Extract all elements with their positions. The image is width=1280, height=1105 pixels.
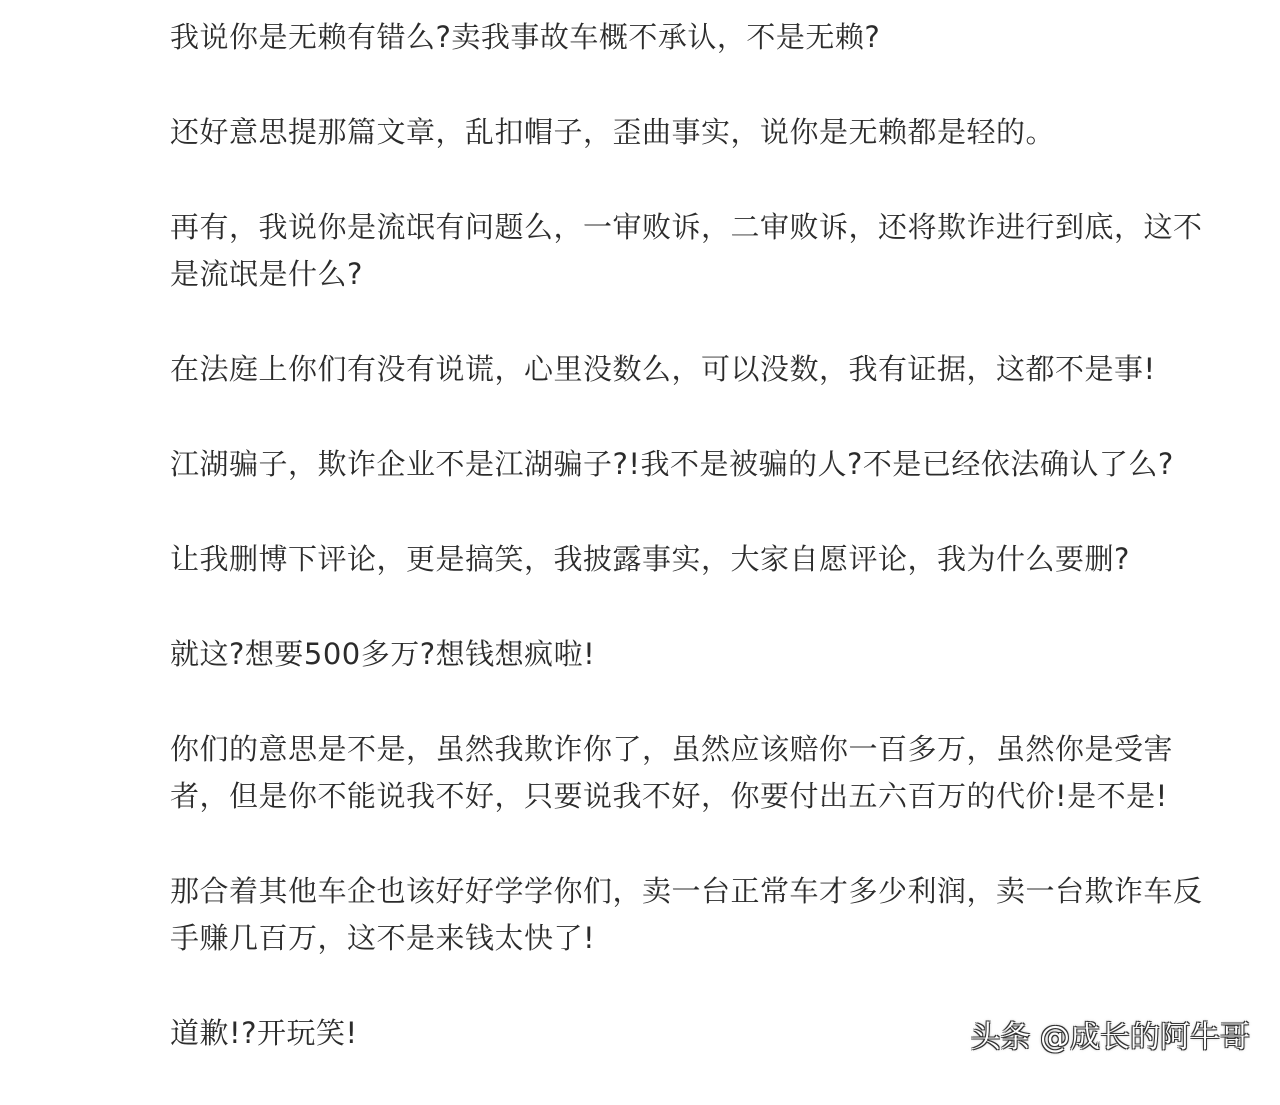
paragraph-line: 就这?想要500多万?想钱想疯啦! [170, 637, 596, 671]
paragraph-3 [170, 204, 1230, 298]
paragraph-line: 让我删博下评论，更是搞笑，我披露事实，大家自愿评论，我为什么要删? [170, 542, 1130, 576]
paragraph-7 [170, 631, 1230, 678]
paragraph-line: 再有，我说你是流氓有问题么，一审败诉，二审败诉，还将欺诈进行到底，这不 [170, 210, 1203, 244]
watermark: 头条 @成长的阿牛哥 [970, 1020, 1250, 1055]
paragraph-line: 我说你是无赖有错么?卖我事故车概不承认，不是无赖? [170, 20, 881, 54]
statement-text [170, 14, 1230, 1105]
paragraph-2 [170, 109, 1230, 156]
paragraph-line: 者，但是你不能说我不好，只要说我不好，你要付出五六百万的代价!是不是! [170, 779, 1168, 813]
paragraph-line: 道歉!?开玩笑! [170, 1016, 358, 1050]
paragraph-line: 在法庭上你们有没有说谎，心里没数么，可以没数，我有证据，这都不是事! [170, 352, 1156, 386]
paragraph-9 [170, 868, 1230, 962]
paragraph-4 [170, 346, 1230, 393]
paragraph-line: 手赚几百万，这不是来钱太快了! [170, 921, 596, 955]
paragraph-1 [170, 14, 1230, 61]
paragraph-8 [170, 726, 1230, 820]
paragraph-line: 是流氓是什么? [170, 257, 363, 291]
paragraph-6 [170, 536, 1230, 583]
paragraph-line: 还好意思提那篇文章，乱扣帽子，歪曲事实，说你是无赖都是轻的。 [170, 115, 1056, 149]
paragraph-5 [170, 441, 1230, 488]
paragraph-line: 那合着其他车企也该好好学学你们，卖一台正常车才多少利润，卖一台欺诈车反 [170, 874, 1203, 908]
paragraph-line: 你们的意思是不是，虽然我欺诈你了，虽然应该赔你一百多万，虽然你是受害 [170, 732, 1174, 766]
paragraph-line: 江湖骗子，欺诈企业不是江湖骗子?!我不是被骗的人?不是已经依法确认了么? [170, 447, 1174, 481]
